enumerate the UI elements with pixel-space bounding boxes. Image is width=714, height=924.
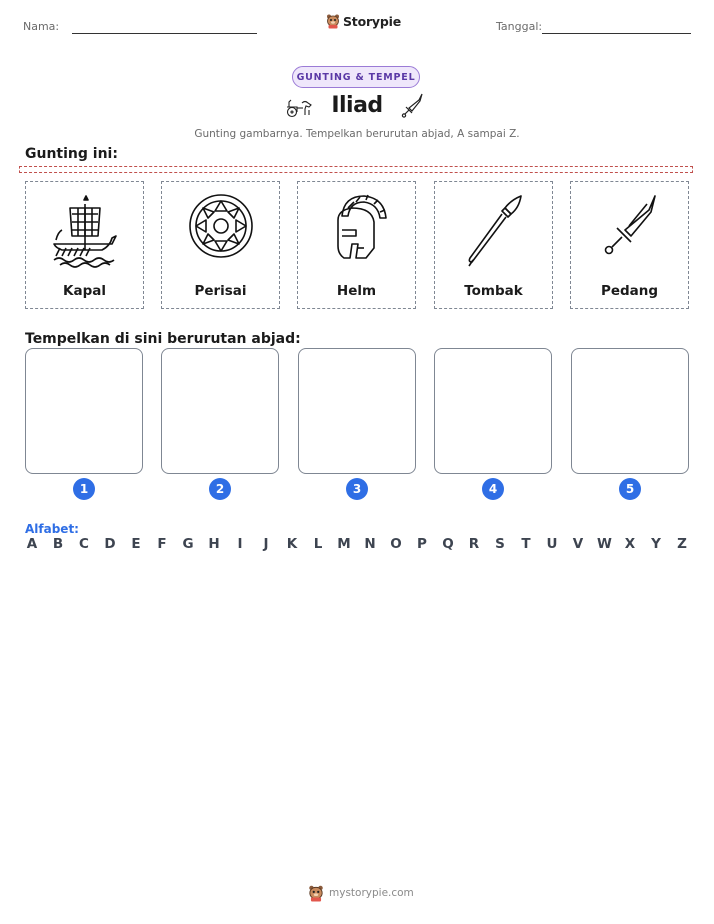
alphabet-letter: H	[208, 536, 220, 552]
cut-section-label: Gunting ini:	[25, 146, 118, 162]
card-label-pedang: Pedang	[600, 283, 659, 299]
activity-badge: GUNTING & TEMPEL	[292, 66, 420, 88]
helmet-icon	[322, 190, 392, 274]
brand-name: Storypie	[343, 13, 401, 29]
alphabet-letter: N	[364, 536, 376, 552]
card-label-perisai: Perisai	[194, 283, 247, 299]
alphabet-letter: O	[390, 536, 402, 552]
alphabet-letter: J	[263, 536, 269, 552]
cut-card-perisai[interactable]	[161, 181, 280, 309]
paste-box-5[interactable]	[571, 348, 689, 474]
ship-icon	[50, 190, 120, 274]
paste-section-label: Tempelkan di sini berurutan abjad:	[25, 331, 301, 347]
alphabet-letter: M	[337, 536, 351, 552]
alphabet-letter: F	[157, 536, 167, 552]
paste-number-3: 3	[346, 478, 368, 500]
paste-number-2: 2	[209, 478, 231, 500]
cut-card-tombak[interactable]	[434, 181, 553, 309]
name-label: Nama:	[23, 20, 60, 33]
cut-line	[19, 166, 693, 173]
paste-box-1[interactable]	[25, 348, 143, 474]
storypie-mascot-icon	[326, 13, 340, 29]
card-label-kapal: Kapal	[63, 283, 106, 299]
page-title: Iliad	[331, 93, 383, 118]
alphabet-letter: V	[572, 536, 584, 552]
paste-number-1: 1	[73, 478, 95, 500]
sword-title-icon	[401, 92, 425, 122]
cut-card-kapal[interactable]	[25, 181, 144, 309]
spear-icon	[459, 190, 529, 274]
paste-box-2[interactable]	[161, 348, 279, 474]
alphabet-letter: G	[182, 536, 194, 552]
alphabet-letter: A	[26, 536, 38, 552]
alphabet-letter: B	[52, 536, 64, 552]
alphabet-letter: X	[624, 536, 636, 552]
shield-icon	[186, 190, 256, 274]
alphabet-letter: W	[597, 536, 612, 552]
alphabet-letter: C	[79, 536, 89, 552]
alphabet-letter: T	[521, 536, 531, 552]
cut-card-helm[interactable]	[297, 181, 416, 309]
name-line[interactable]	[72, 33, 257, 34]
alphabet-letter: K	[286, 536, 298, 552]
alphabet-letter: E	[131, 536, 141, 552]
alphabet-label: Alfabet:	[25, 522, 79, 536]
paste-box-3[interactable]	[298, 348, 416, 474]
paste-number-5: 5	[619, 478, 641, 500]
alphabet-letter: D	[104, 536, 116, 552]
brand-logo	[326, 13, 401, 29]
alphabet-letter: P	[417, 536, 427, 552]
alphabet-letter: Z	[677, 536, 687, 552]
footer-site[interactable]: mystorypie.com	[329, 887, 414, 899]
sword-icon	[595, 190, 665, 274]
card-label-helm: Helm	[336, 283, 377, 299]
alphabet-letter: Y	[651, 536, 661, 552]
alphabet-letter: I	[237, 536, 243, 552]
storypie-mascot-icon	[308, 884, 324, 902]
date-line[interactable]	[542, 33, 691, 34]
cut-card-pedang[interactable]	[570, 181, 689, 309]
alphabet-letters	[25, 536, 689, 552]
paste-box-4[interactable]	[434, 348, 552, 474]
paste-number-4: 4	[482, 478, 504, 500]
footer	[308, 884, 414, 902]
instructions: Gunting gambarnya. Tempelkan berurutan abjad, A sampai Z.	[194, 128, 520, 140]
alphabet-letter: S	[495, 536, 505, 552]
date-label: Tanggal:	[496, 20, 543, 33]
card-label-tombak: Tombak	[464, 283, 523, 299]
alphabet-letter: Q	[442, 536, 454, 552]
alphabet-letter: R	[468, 536, 480, 552]
alphabet-letter: U	[546, 536, 558, 552]
alphabet-letter: L	[313, 536, 323, 552]
